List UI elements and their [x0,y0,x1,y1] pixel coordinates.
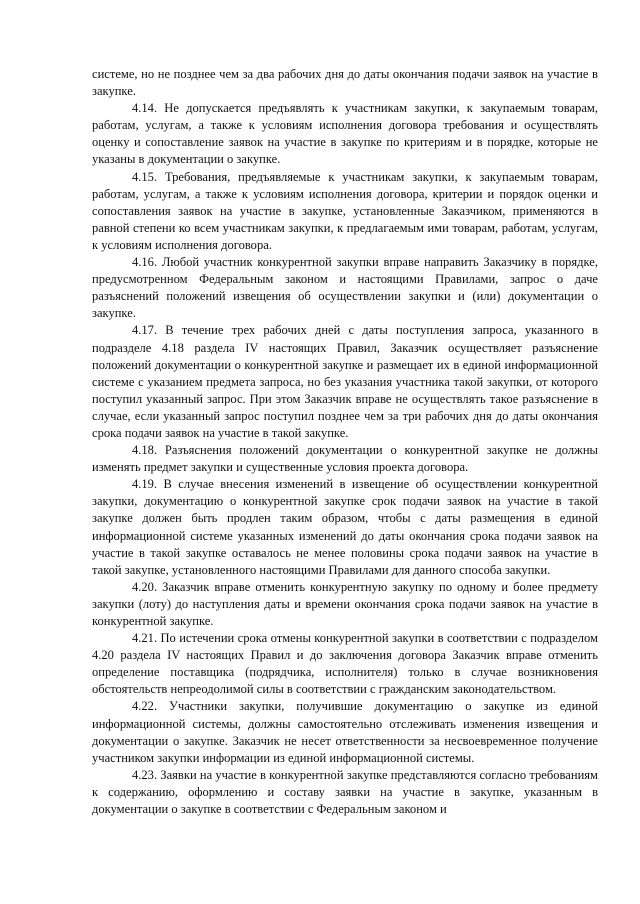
paragraph-text: системе, но не позднее чем за два рабочих дня до даты окончания подачи заявок на участие в закупке. [92,67,598,99]
paragraph-number: 4.22. [132,699,158,714]
paragraph-4-16 [92,254,598,322]
paragraph-4-14 [92,100,598,168]
paragraph-text: Заявки на участие в конкурентной закупке представляются согласно требованиям к содержанию, оформлению и составу заявки на участие в закупке, указанным в документации о закупке в соответствии с Федеральным законом и [92,767,598,817]
paragraph-4-17 [92,322,598,442]
paragraph-number: 4.14. [132,101,158,116]
paragraph-4-20 [92,579,598,630]
paragraph-4-22 [92,698,598,766]
paragraph-text: Заказчик вправе отменить конкурентную закупку по одному и более предмету закупки (лоту) до наступления даты и времени окончания срока подачи заявок на участие в конкурентной закупке. [92,579,598,628]
paragraph-number: 4.15. [132,169,158,184]
paragraph-4-15 [92,169,598,254]
paragraph-text: Разъяснения положений документации о конкурентной закупке не должны изменять предмет закупки и существенные условия проекта договора. [92,443,598,475]
paragraph-number: 4.19. [132,477,158,492]
paragraph-number: 4.16. [132,255,158,270]
paragraph-continuation [92,66,598,100]
paragraph-text: Требования, предъявляемые к участникам закупки, к закупаемым товарам, работам, услугам, а также к условиям исполнения договора, критерии и порядок оценки и сопоставления заявок на участие в закупке, установленные Заказчиком, применяются в равной степени ко всем участникам закупки, к предлагаемым ими товарам, работам, услугам, к условиям исполнения договора. [92,169,598,252]
paragraph-text: В течение трех рабочих дней с даты поступления запроса, указанного в подразделе 4.18 раздела IV настоящих Правил, Заказчик осуществляет разъяснение положений документации о конкурентной закупке и размещает их в единой информационной системе с указанием предмета запроса, но без указания участника такой закупки, от которого поступил указанный запрос. При этом Заказчик вправе не осуществлять такое разъяснение в случае, если указанный запрос поступил позднее чем за три рабочих дня до даты окончания срока подачи заявок на участие в такой закупке. [92,323,598,440]
paragraph-number: 4.20. [132,579,158,594]
paragraph-number: 4.17. [132,323,158,338]
paragraph-4-21 [92,630,598,698]
paragraph-4-23 [92,767,598,818]
paragraph-text: Любой участник конкурентной закупки вправе направить Заказчику в порядке, предусмотренном Федеральным законом и настоящими Правилами, запрос о даче разъяснений положений извещения об осуществлении закупки и (или) документации о закупке. [92,255,599,321]
paragraph-number: 4.18. [132,443,158,458]
paragraph-text: В случае внесения изменений в извещение об осуществлении конкурентной закупки, документацию о конкурентной закупке срок подачи заявок на участие в такой закупке должен быть продлен таким образом, чтобы с даты размещения в единой информационной системе указанных изменений до даты окончания срока подачи заявок на участие в такой закупке оставалось не менее половины срока подачи заявок на участие в такой закупке, установленного настоящими Правилами для данного способа закупки. [92,477,599,577]
paragraph-4-19 [92,476,598,579]
paragraph-4-18 [92,442,598,476]
paragraph-text: Не допускается предъявлять к участникам закупки, к закупаемым товарам, работам, услугам, а также к условиям исполнения договора требования и осуществлять оценку и сопоставление заявок на участие в закупке по критериям и в порядке, которые не указаны в документации о закупке. [92,101,598,167]
paragraph-number: 4.23. [132,767,158,782]
paragraph-text: Участники закупки, получившие документацию о закупке из единой информационной системы, должны самостоятельно отслеживать изменения извещения и документации о закупке. Заказчик не несет ответственности за несвоевременное получение участником закупки информации из единой информационной системы. [92,699,598,765]
paragraph-text: По истечении срока отмены конкурентной закупки в соответствии с подразделом 4.20 раздела IV настоящих Правил и до заключения договора Заказчик вправе отменить определение поставщика (подрядчика, исполнителя) только в случае возникновения обстоятельств непреодолимой силы в соответствии с гражданским законодательством. [92,631,598,697]
paragraph-number: 4.21. [132,631,158,646]
